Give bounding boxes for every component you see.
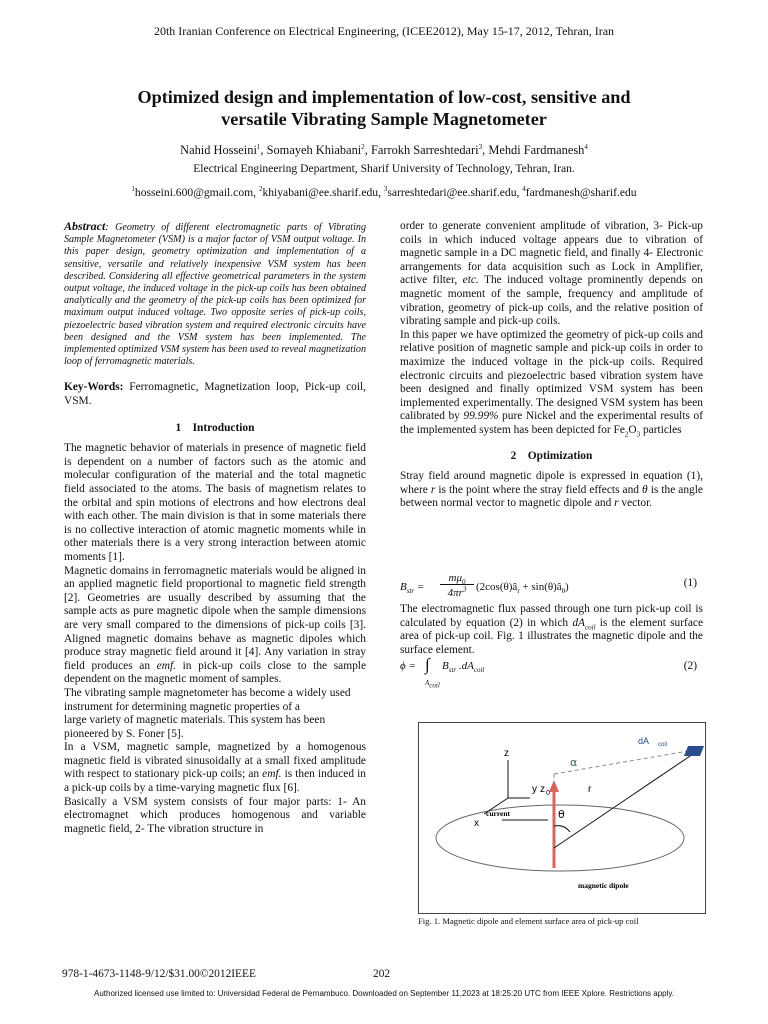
author-3: Farrokh Sarreshtedari <box>370 143 479 157</box>
intro-paragraph-1: The magnetic behavior of materials in presence of magnetic field is dependent on a number of factors such as the atomic and molecular configuration of the material and the total magnetic field associated to the atoms. The basis of magnetism relates to the orbital and spin motions of electrons and how electrons deal with each other. The main division is that in some materials there is no collective interaction of atomic magnetic moments while in other materials there is a very strong interaction between atomic moments [1]. <box>64 442 366 563</box>
keywords-label: Key-Words: <box>64 381 124 394</box>
right-p1-etc: etc. <box>462 274 479 287</box>
email-1: hosseini.600@gmail.com <box>134 186 254 199</box>
intro-paragraph-3 <box>64 687 366 741</box>
email-4: fardmanesh@sharif.edu <box>525 186 637 199</box>
label-z0-sub: 0 <box>546 790 550 797</box>
email-sep-1: , <box>253 186 259 199</box>
label-current: current <box>486 809 511 818</box>
left-column <box>64 220 366 836</box>
author-4-mark: 4 <box>584 142 588 151</box>
email-2-mark: 2 <box>258 185 263 194</box>
author-list <box>0 143 768 158</box>
optimization-paragraph-1 <box>400 470 703 511</box>
eq1-b-sub: str <box>406 587 415 596</box>
eq1-num-sub: 0 <box>461 578 466 587</box>
opt-p1-r: r <box>430 483 436 496</box>
opt-p2-b: is the element surface area of pick-up coil. Fig. 1 illustrates the magnetic dipole and the surface element. <box>400 616 703 656</box>
author-3-mark: 3 <box>478 142 483 151</box>
right-p2-text: In this paper we have optimized the geometry of pick-up coils and relative position of magnetic sample and pick-up coils in order to maximize the induced voltage in the pick-up coils. Required electronic circuits and piezoelectric based vibration system have been designed and finally optimized VSM system has been implemented experimentally. The designed VSM system has been calibrated by <box>400 328 703 423</box>
keywords <box>64 381 366 408</box>
email-1-mark: 1 <box>131 185 135 194</box>
label-alpha: α <box>570 756 578 769</box>
eq1-close: ) <box>565 581 569 593</box>
author-sep-1: , <box>260 143 267 157</box>
intro-paragraph-2 <box>64 565 366 687</box>
optimization-paragraph-2 <box>400 603 703 657</box>
right-paragraph-2 <box>400 329 703 438</box>
eq2-body <box>442 660 485 675</box>
section-1-title: Introduction <box>192 421 255 434</box>
label-y: y <box>532 784 537 795</box>
isbn-footer: 978-1-4673-1148-9/12/$31.00©2012IEEE <box>62 968 256 980</box>
right-p2-end: particles <box>640 423 682 436</box>
eq2-int-a: A <box>425 679 430 687</box>
opt-p1-theta: θ <box>642 483 648 496</box>
eq1-r-sub: r <box>517 587 520 596</box>
eq2-int-coil: coil <box>429 681 440 690</box>
label-z: z <box>504 748 509 759</box>
equation-2 <box>400 655 703 694</box>
author-4: Mehdi Fardmanesh <box>488 143 585 157</box>
eq2-lhs: ϕ = <box>400 660 416 672</box>
label-r: r <box>588 784 592 795</box>
eq1-body <box>476 581 569 596</box>
opt-p2-coil: coil <box>585 622 596 631</box>
title-line-1: Optimized design and implementation of low-cost, sensitive and <box>137 87 631 107</box>
right-p2-mid: pure Nickel and the experimental results of the implemented system has been depicted for Fe <box>400 410 703 436</box>
title-line-2: versatile Vibrating Sample Magnetometer <box>221 109 547 129</box>
right-p2-sub-3: 3 <box>636 430 641 439</box>
eq2-a-sub: coil <box>473 666 485 675</box>
eq1-num: mμ <box>448 572 462 584</box>
abstract-heading: Abstract <box>64 219 106 233</box>
intro-paragraph-4 <box>64 741 366 795</box>
eq2-b: B <box>442 660 449 672</box>
figure-1 <box>418 722 706 914</box>
author-2: Somayeh Khiabani <box>266 143 362 157</box>
abstract <box>64 220 366 368</box>
section-2-title: Optimization <box>527 449 593 462</box>
page-number: 202 <box>373 968 391 980</box>
email-3-mark: 3 <box>383 185 388 194</box>
opt-p2-da: dA <box>572 616 585 629</box>
right-p2-sub-2: 2 <box>624 430 629 439</box>
intro-p4-end: is then induced in a pick-up coils by a time-varying magnetic flux [6]. <box>64 768 366 795</box>
email-2: khiyabani@ee.sharif.edu <box>262 186 379 199</box>
label-da-sub: coil <box>658 742 668 748</box>
section-2-heading <box>400 450 703 464</box>
author-2-mark: 2 <box>361 142 365 151</box>
eq2-b-sub: str <box>448 666 457 675</box>
author-1-mark: 1 <box>256 142 261 151</box>
intro-p4-emf: emf. <box>262 768 282 781</box>
opt-p2-a: The electromagnetic flux passed through one turn pick-up coil is calculated by equation (2) in which <box>400 603 703 629</box>
right-p2-purity: 99.99% <box>463 410 499 423</box>
eq1-denominator <box>440 587 474 599</box>
label-z0: z <box>540 784 545 795</box>
email-3: sarreshtedari@ee.sharif.edu <box>387 186 517 199</box>
email-sep-2: , <box>378 186 384 199</box>
section-1-number: 1 <box>175 421 182 434</box>
eq1-equals: = <box>414 581 425 593</box>
opt-p1-c: is the angle between normal vector to magnetic dipole and <box>400 483 703 510</box>
opt-p2 <box>400 603 703 657</box>
right-paragraph-1 <box>400 220 703 329</box>
figure-1-diagram <box>418 722 706 914</box>
eq1-den: 4πr <box>447 587 463 599</box>
eq1-sin: + sin(θ)â <box>519 581 562 593</box>
label-magnetic-dipole: magnetic dipole <box>578 881 629 890</box>
eq1-lhs <box>400 581 425 596</box>
eq2-integral: ∫ <box>425 655 430 674</box>
section-1-heading <box>64 422 366 436</box>
author-1: Nahid Hosseini <box>180 143 257 157</box>
paper-title <box>60 86 708 130</box>
eq1-den-sup: 3 <box>462 585 467 594</box>
conference-header: 20th Iranian Conference on Electrical Engineering, (ICEE2012), May 15-17, 2012, Tehran, Iran <box>153 24 615 38</box>
right-p1-end: The induced voltage prominently depends on magnetic moment of the sample, frequency and amplitude of vibration, geometry of pick-up coils, and the relative position of vibrating sample and pick-up coils. <box>400 274 703 328</box>
equation-1 <box>400 572 703 606</box>
keywords-text: Ferromagnetic, Magnetization loop, Pick-up coil, VSM. <box>64 381 366 408</box>
author-sep-3: , <box>482 143 489 157</box>
right-column <box>400 220 703 511</box>
affiliation: Electrical Engineering Department, Sharif University of Technology, Tehran, Iran. <box>193 162 575 175</box>
author-sep-2: , <box>364 143 371 157</box>
intro-p2-end: in pick-up coils close to the sample dependent on the magnetic moment of samples. <box>64 659 367 686</box>
section-2-number: 2 <box>510 449 517 462</box>
eq2-label: (2) <box>683 660 697 672</box>
intro-p2-emf: emf. <box>156 659 176 672</box>
eq2-da: .dA <box>456 660 474 672</box>
intro-p3-line-2: large variety of magnetic materials. This system has been pioneered by S. Foner [5]. <box>64 714 326 740</box>
opt-p1-b: is the point where the stray field effects and <box>435 483 643 496</box>
eq1-b: B <box>400 581 407 593</box>
opt-p1-d: vector. <box>618 497 653 510</box>
right-p1-text: order to generate convenient amplitude of vibration, 3- Pick-up coils in which induced voltage appears due to vibration of magnetic sample in a DC magnetic field, and finally 4- Electronic arrangements for data acquisition such as Lock in Amplifier, active filter, <box>400 220 703 287</box>
intro-p3-line-1: The vibrating sample magnetometer has become a widely used instrument for determining magnetic properties of a <box>64 686 351 713</box>
label-da: dA <box>638 736 650 746</box>
intro-p2-text: Magnetic domains in ferromagnetic materials would be aligned in an applied magnetic field proportional to magnetic field strength [2]. Geometries are usually described by assuming that the sample acts as pure magnetic dipole when the sample dimensions are very small compared to the dimensions of pick-up coils [3]. Aligned magnetic domains behave as magnetic dipoles which produce stray magnetic field around it [4]. Any variation in stray field produces an <box>64 564 366 672</box>
abstract-text: : Geometry of different electromagnetic parts of Vibrating Sample Magnetometer (VSM) is a major factor of VSM output voltage. In this paper design, geometry optimization and implementation of a sensitive, versatile and relatively inexpensive VSM system has been described. Considering all effective geometrical parameters in the system output voltage, the induced voltage in the pick-up coils has been obtained analytically and the geometry of the pick-up coils has been optimized for maximum output induced voltage. Two opposite series of pick-up coils, piezoelectric based vibration system and required electronic circuits have been designed and the VSM system has been implemented. The implemented optimized VSM system has been used to reveal magnetization loop of ferromagnetic materials. <box>64 222 366 368</box>
email-list <box>0 186 768 199</box>
eq1-theta-sub: θ <box>561 587 566 596</box>
email-sep-3: , <box>516 186 523 199</box>
label-x: x <box>474 818 479 829</box>
label-theta: θ <box>558 808 565 821</box>
eq1-label: (1) <box>683 577 697 589</box>
figure-1-caption: Fig. 1. Magnetic dipole and element surface area of pick-up coil <box>418 916 639 926</box>
right-p2-o: O <box>628 423 637 436</box>
license-notice: Authorized licensed use limited to: Universidad Federal de Pernambuco. Downloaded on September 11,2023 at 18:25:20 UTC from IEEE Xplore. Restrictions apply. <box>93 989 674 998</box>
opt-p1-r2: r <box>614 497 619 510</box>
eq1-cos: (2cos(θ)â <box>476 581 518 593</box>
email-4-mark: 4 <box>522 185 526 194</box>
eq1-numerator <box>440 572 474 585</box>
opt-p1-a: Stray field around magnetic dipole is expressed in equation (1), where <box>400 470 703 496</box>
intro-paragraph-5: Basically a VSM system consists of four major parts: 1- An electromagnet which produces homogenous and variable magnetic field, 2- The vibration structure in <box>64 795 366 835</box>
intro-p4-text: In a VSM, magnetic sample, magnetized by a homogenous magnetic field is vibrated sinusoidally at a small fixed amplitude with respect to stationary pick-up coils; an <box>64 741 366 781</box>
eq2-int-limit <box>425 679 440 690</box>
